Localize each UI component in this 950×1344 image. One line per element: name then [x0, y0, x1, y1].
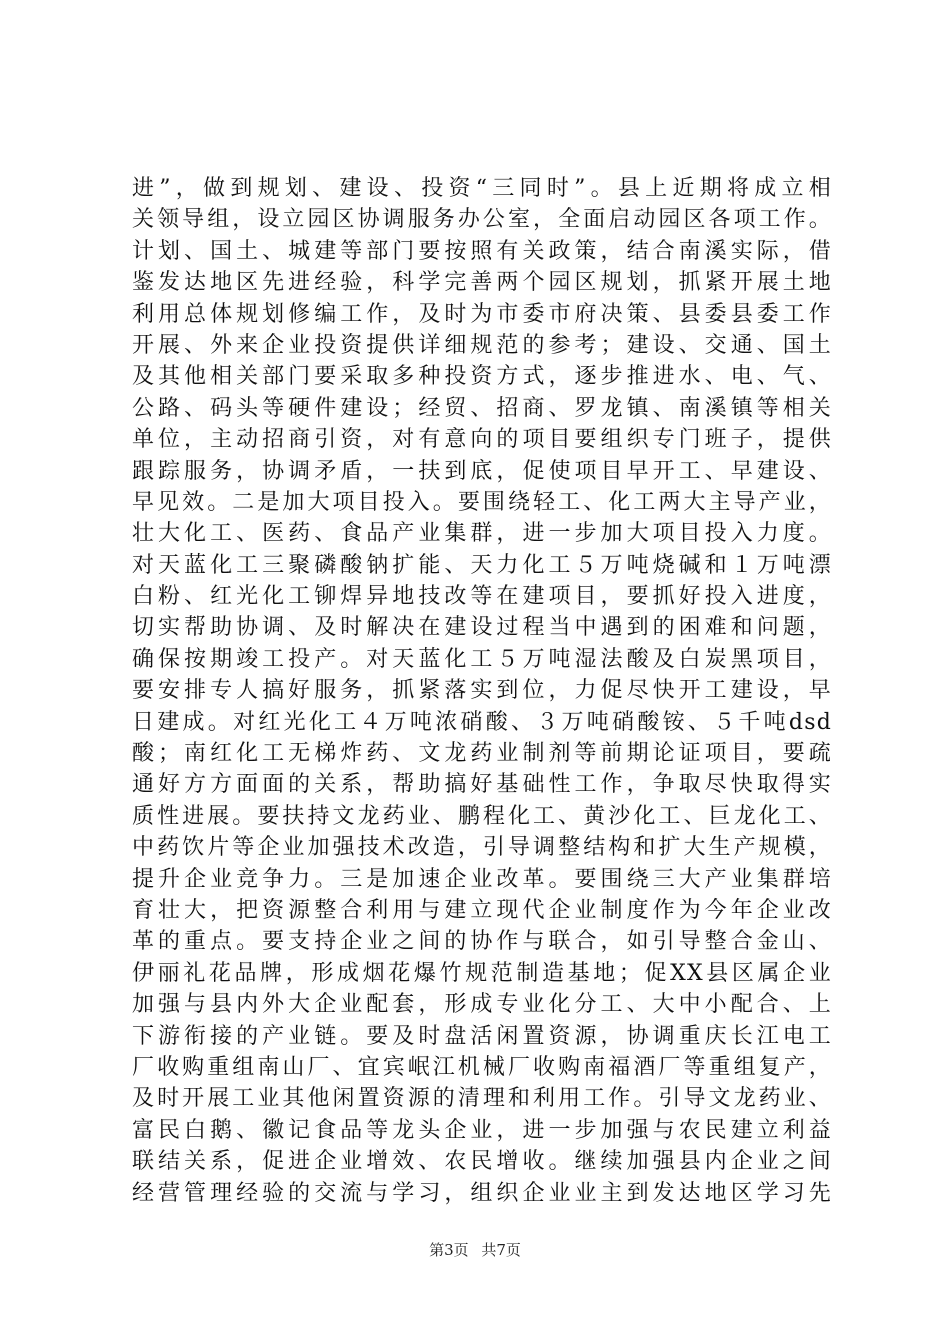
text-line: 联结关系，促进企业增效、农民增收。继续加强县内企业之间: [132, 1149, 832, 1175]
text-line: 单位，主动招商引资，对有意向的项目要组织专门班子，提供: [132, 427, 832, 453]
text-line: 加强与县内外大企业配套，形成专业化分工、大中小配合、上: [132, 992, 832, 1018]
text-line: 质性进展。要扶持文龙药业、鹏程化工、黄沙化工、巨龙化工、: [132, 803, 832, 829]
text-line: 日建成。对红光化工４万吨浓硝酸、３万吨硝酸铵、５千吨dsd: [132, 709, 832, 735]
text-line: 切实帮助协调、及时解决在建设过程当中遇到的困难和问题，: [132, 615, 832, 641]
text-line: 育壮大，把资源整合利用与建立现代企业制度作为今年企业改: [132, 897, 832, 923]
text-line: 关领导组，设立园区协调服务办公室，全面启动园区各项工作。: [132, 207, 832, 233]
text-line: 壮大化工、医药、食品产业集群，进一步加大项目投入力度。: [132, 521, 832, 547]
page-total: 共7页: [481, 1241, 521, 1259]
text-line: 中药饮片等企业加强技术改造，引导调整结构和扩大生产规模，: [132, 835, 832, 861]
text-line: 公路、码头等硬件建设；经贸、招商、罗龙镇、南溪镇等相关: [132, 395, 832, 421]
text-line: 利用总体规划修编工作，及时为市委市府决策、县委县委工作: [132, 301, 832, 327]
text-line: 鉴发达地区先进经验，科学完善两个园区规划，抓紧开展土地: [132, 270, 832, 296]
text-line: 富民白鹅、徽记食品等龙头企业，进一步加强与农民建立利益: [132, 1117, 832, 1143]
text-line: 通好方方面面的关系，帮助搞好基础性工作，争取尽快取得实: [132, 772, 832, 798]
text-line: 跟踪服务，协调矛盾，一扶到底，促使项目早开工、早建设、: [132, 458, 832, 484]
text-line: 提升企业竞争力。三是加速企业改革。要围绕三大产业集群培: [132, 866, 832, 892]
text-line: 及其他相关部门要采取多种投资方式，逐步推进水、电、气、: [132, 364, 832, 390]
text-line: 早见效。二是加大项目投入。要围绕轻工、化工两大主导产业，: [132, 489, 832, 515]
page-footer: [0, 1240, 950, 1260]
document-body: [132, 173, 832, 1209]
text-line: 下游衔接的产业链。要及时盘活闲置资源，协调重庆长江电工: [132, 1023, 832, 1049]
text-line: 革的重点。要支持企业之间的协作与联合，如引导整合金山、: [132, 929, 832, 955]
text-line: 开展、外来企业投资提供详细规范的参考；建设、交通、国土: [132, 332, 832, 358]
text-line: 计划、国土、城建等部门要按照有关政策，结合南溪实际，借: [132, 238, 832, 264]
page-number: 第3页: [429, 1241, 469, 1259]
text-line: 确保按期竣工投产。对天蓝化工５万吨湿法酸及白炭黑项目，: [132, 646, 832, 672]
text-line: 白粉、红光化工铆焊异地技改等在建项目，要抓好投入进度，: [132, 584, 832, 610]
text-line: 对天蓝化工三聚磷酸钠扩能、天力化工５万吨烧碱和１万吨漂: [132, 552, 832, 578]
text-line: 伊丽礼花品牌，形成烟花爆竹规范制造基地；促XX县区属企业: [132, 960, 832, 986]
text-line: 厂收购重组南山厂、宜宾岷江机械厂收购南福酒厂等重组复产，: [132, 1054, 832, 1080]
text-line: 要安排专人搞好服务，抓紧落实到位，力促尽快开工建设，早: [132, 678, 832, 704]
text-line: 酸；南红化工无梯炸药、文龙药业制剂等前期论证项目，要疏: [132, 741, 832, 767]
text-line: 进”，做到规划、建设、投资“三同时”。县上近期将成立相: [132, 176, 832, 201]
text-line: 经营管理经验的交流与学习，组织企业业主到发达地区学习先: [132, 1180, 832, 1206]
text-line: 及时开展工业其他闲置资源的清理和利用工作。引导文龙药业、: [132, 1086, 832, 1112]
